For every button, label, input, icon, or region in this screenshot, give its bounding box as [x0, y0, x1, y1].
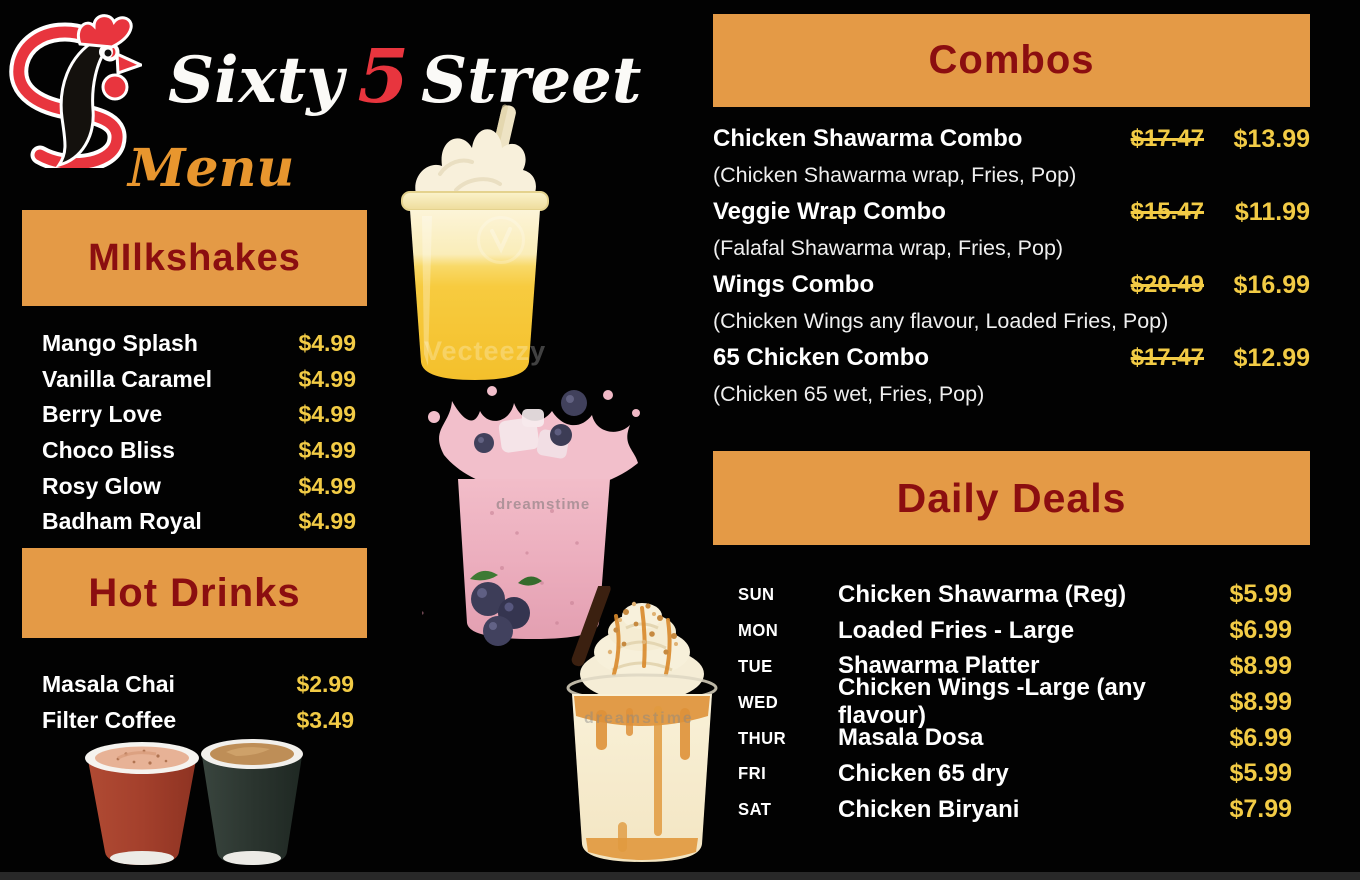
combo-name: 65 Chicken Combo — [713, 344, 930, 372]
combo-old-price: $20.49 — [1130, 271, 1204, 299]
item-price: $4.99 — [298, 365, 356, 392]
daily-deals-section-header — [713, 451, 1310, 545]
item-price: $3.49 — [296, 706, 354, 733]
combo-name-row — [713, 267, 1310, 304]
deal-day-label: THUR — [738, 727, 787, 748]
combo-item — [713, 121, 1310, 194]
deal-name: Loaded Fries - Large — [838, 616, 1075, 644]
deal-price: $6.99 — [1229, 616, 1292, 645]
combo-item — [713, 340, 1310, 413]
item-price: $2.99 — [296, 670, 354, 697]
daily-deal-row — [738, 577, 1292, 613]
hot-drinks-section-header — [22, 548, 367, 638]
combos-list — [713, 121, 1310, 413]
vecteezy-watermark: Vecteezy — [424, 336, 547, 366]
filter-coffee-cup-image — [198, 736, 306, 868]
deal-day-label: SAT — [738, 799, 772, 820]
daily-deal-row — [738, 674, 1292, 730]
item-name: Vanilla Caramel — [42, 365, 213, 392]
deal-name: Chicken 65 dry — [838, 759, 1009, 787]
milkshakes-section-header — [22, 210, 367, 306]
combo-price: $12.99 — [1233, 343, 1310, 372]
item-price: $4.99 — [298, 437, 356, 464]
deal-name: Shawarma Platter — [838, 652, 1040, 680]
combo-item — [713, 194, 1310, 267]
combo-name: Wings Combo — [713, 271, 875, 299]
brand-title-last: Street — [420, 42, 642, 118]
combos-title: Combos — [928, 38, 1095, 82]
dreamstime-watermark: dreamstime — [584, 710, 694, 727]
mango-milkshake-image — [396, 104, 554, 388]
brand-title-number: 5 — [357, 34, 409, 120]
deal-name: Chicken Biryani — [838, 795, 1020, 823]
item-price: $4.99 — [298, 330, 356, 357]
milkshake-item-row — [42, 362, 356, 398]
combo-item — [713, 267, 1310, 340]
combo-description: (Chicken Shawarma wrap, Fries, Pop) — [713, 163, 1077, 188]
combo-name: Veggie Wrap Combo — [713, 198, 946, 226]
item-name: Masala Chai — [42, 670, 175, 697]
milkshake-item-row — [42, 326, 356, 362]
item-price: $4.99 — [298, 401, 356, 428]
hot-drinks-list — [42, 666, 354, 738]
milkshake-item-row — [42, 468, 356, 504]
item-name: Berry Love — [42, 401, 163, 428]
daily-deals-title: Daily Deals — [896, 474, 1127, 521]
hot-drink-item-row — [42, 666, 354, 702]
combo-description: (Chicken 65 wet, Fries, Pop) — [713, 382, 985, 407]
deal-day-label: MON — [738, 620, 779, 641]
milkshakes-list — [42, 326, 356, 540]
combo-price: $11.99 — [1234, 197, 1310, 226]
milkshakes-title: MIlkshakes — [88, 236, 301, 279]
daily-deal-row — [738, 613, 1292, 649]
combo-price: $13.99 — [1233, 124, 1310, 153]
hot-drink-item-row — [42, 702, 354, 738]
hot-drinks-title: Hot Drinks — [88, 570, 301, 615]
combo-old-price: $17.47 — [1130, 344, 1204, 372]
deal-price: $5.99 — [1229, 759, 1292, 788]
combo-description: (Falafal Shawarma wrap, Fries, Pop) — [713, 236, 1064, 261]
combo-name-row — [713, 340, 1310, 377]
combo-name: Chicken Shawarma Combo — [713, 125, 1023, 153]
brand-title-first: Sixty — [168, 42, 344, 118]
combo-old-price: $15.47 — [1130, 198, 1204, 226]
item-name: Badham Royal — [42, 508, 202, 535]
combo-description: (Chicken Wings any flavour, Loaded Fries, Pop) — [713, 309, 1169, 334]
deal-price: $8.99 — [1229, 651, 1292, 680]
rooster-logo-icon — [4, 10, 142, 168]
daily-deal-row — [738, 792, 1292, 828]
deal-name: Chicken Shawarma (Reg) — [838, 580, 1127, 608]
item-name: Rosy Glow — [42, 472, 161, 499]
milkshake-item-row — [42, 397, 356, 433]
combo-name-row — [713, 194, 1310, 231]
combos-section-header — [713, 14, 1310, 107]
deal-name: Masala Dosa — [838, 724, 984, 752]
deal-day-label: TUE — [738, 655, 773, 676]
item-price: $4.99 — [298, 472, 356, 499]
combo-price: $16.99 — [1233, 270, 1310, 299]
item-name: Filter Coffee — [42, 706, 177, 733]
item-name: Mango Splash — [42, 330, 198, 357]
deal-day-label: FRI — [738, 763, 767, 784]
milkshake-item-row — [42, 504, 356, 540]
daily-deals-list — [738, 577, 1292, 828]
combo-old-price: $17.47 — [1130, 125, 1204, 153]
deal-price: $5.99 — [1229, 580, 1292, 609]
deal-day-label: SUN — [738, 584, 775, 605]
combo-name-row — [713, 121, 1310, 158]
deal-day-label: WED — [738, 691, 779, 712]
deal-price: $6.99 — [1229, 723, 1292, 752]
dreamstime-watermark: dreamstime — [496, 496, 591, 513]
deal-price: $8.99 — [1229, 687, 1292, 716]
deal-price: $7.99 — [1229, 795, 1292, 824]
masala-chai-cup-image — [82, 740, 202, 868]
daily-deal-row — [738, 720, 1292, 756]
milkshake-item-row — [42, 433, 356, 469]
item-price: $4.99 — [298, 508, 356, 535]
item-name: Choco Bliss — [42, 437, 175, 464]
bottom-edge-strip — [0, 872, 1360, 880]
daily-deal-row — [738, 756, 1292, 792]
menu-script-label: Menu — [128, 138, 295, 199]
caramel-milkshake-image — [556, 586, 728, 872]
deal-name: Chicken Wings -Large (any flavour) — [838, 674, 1146, 730]
